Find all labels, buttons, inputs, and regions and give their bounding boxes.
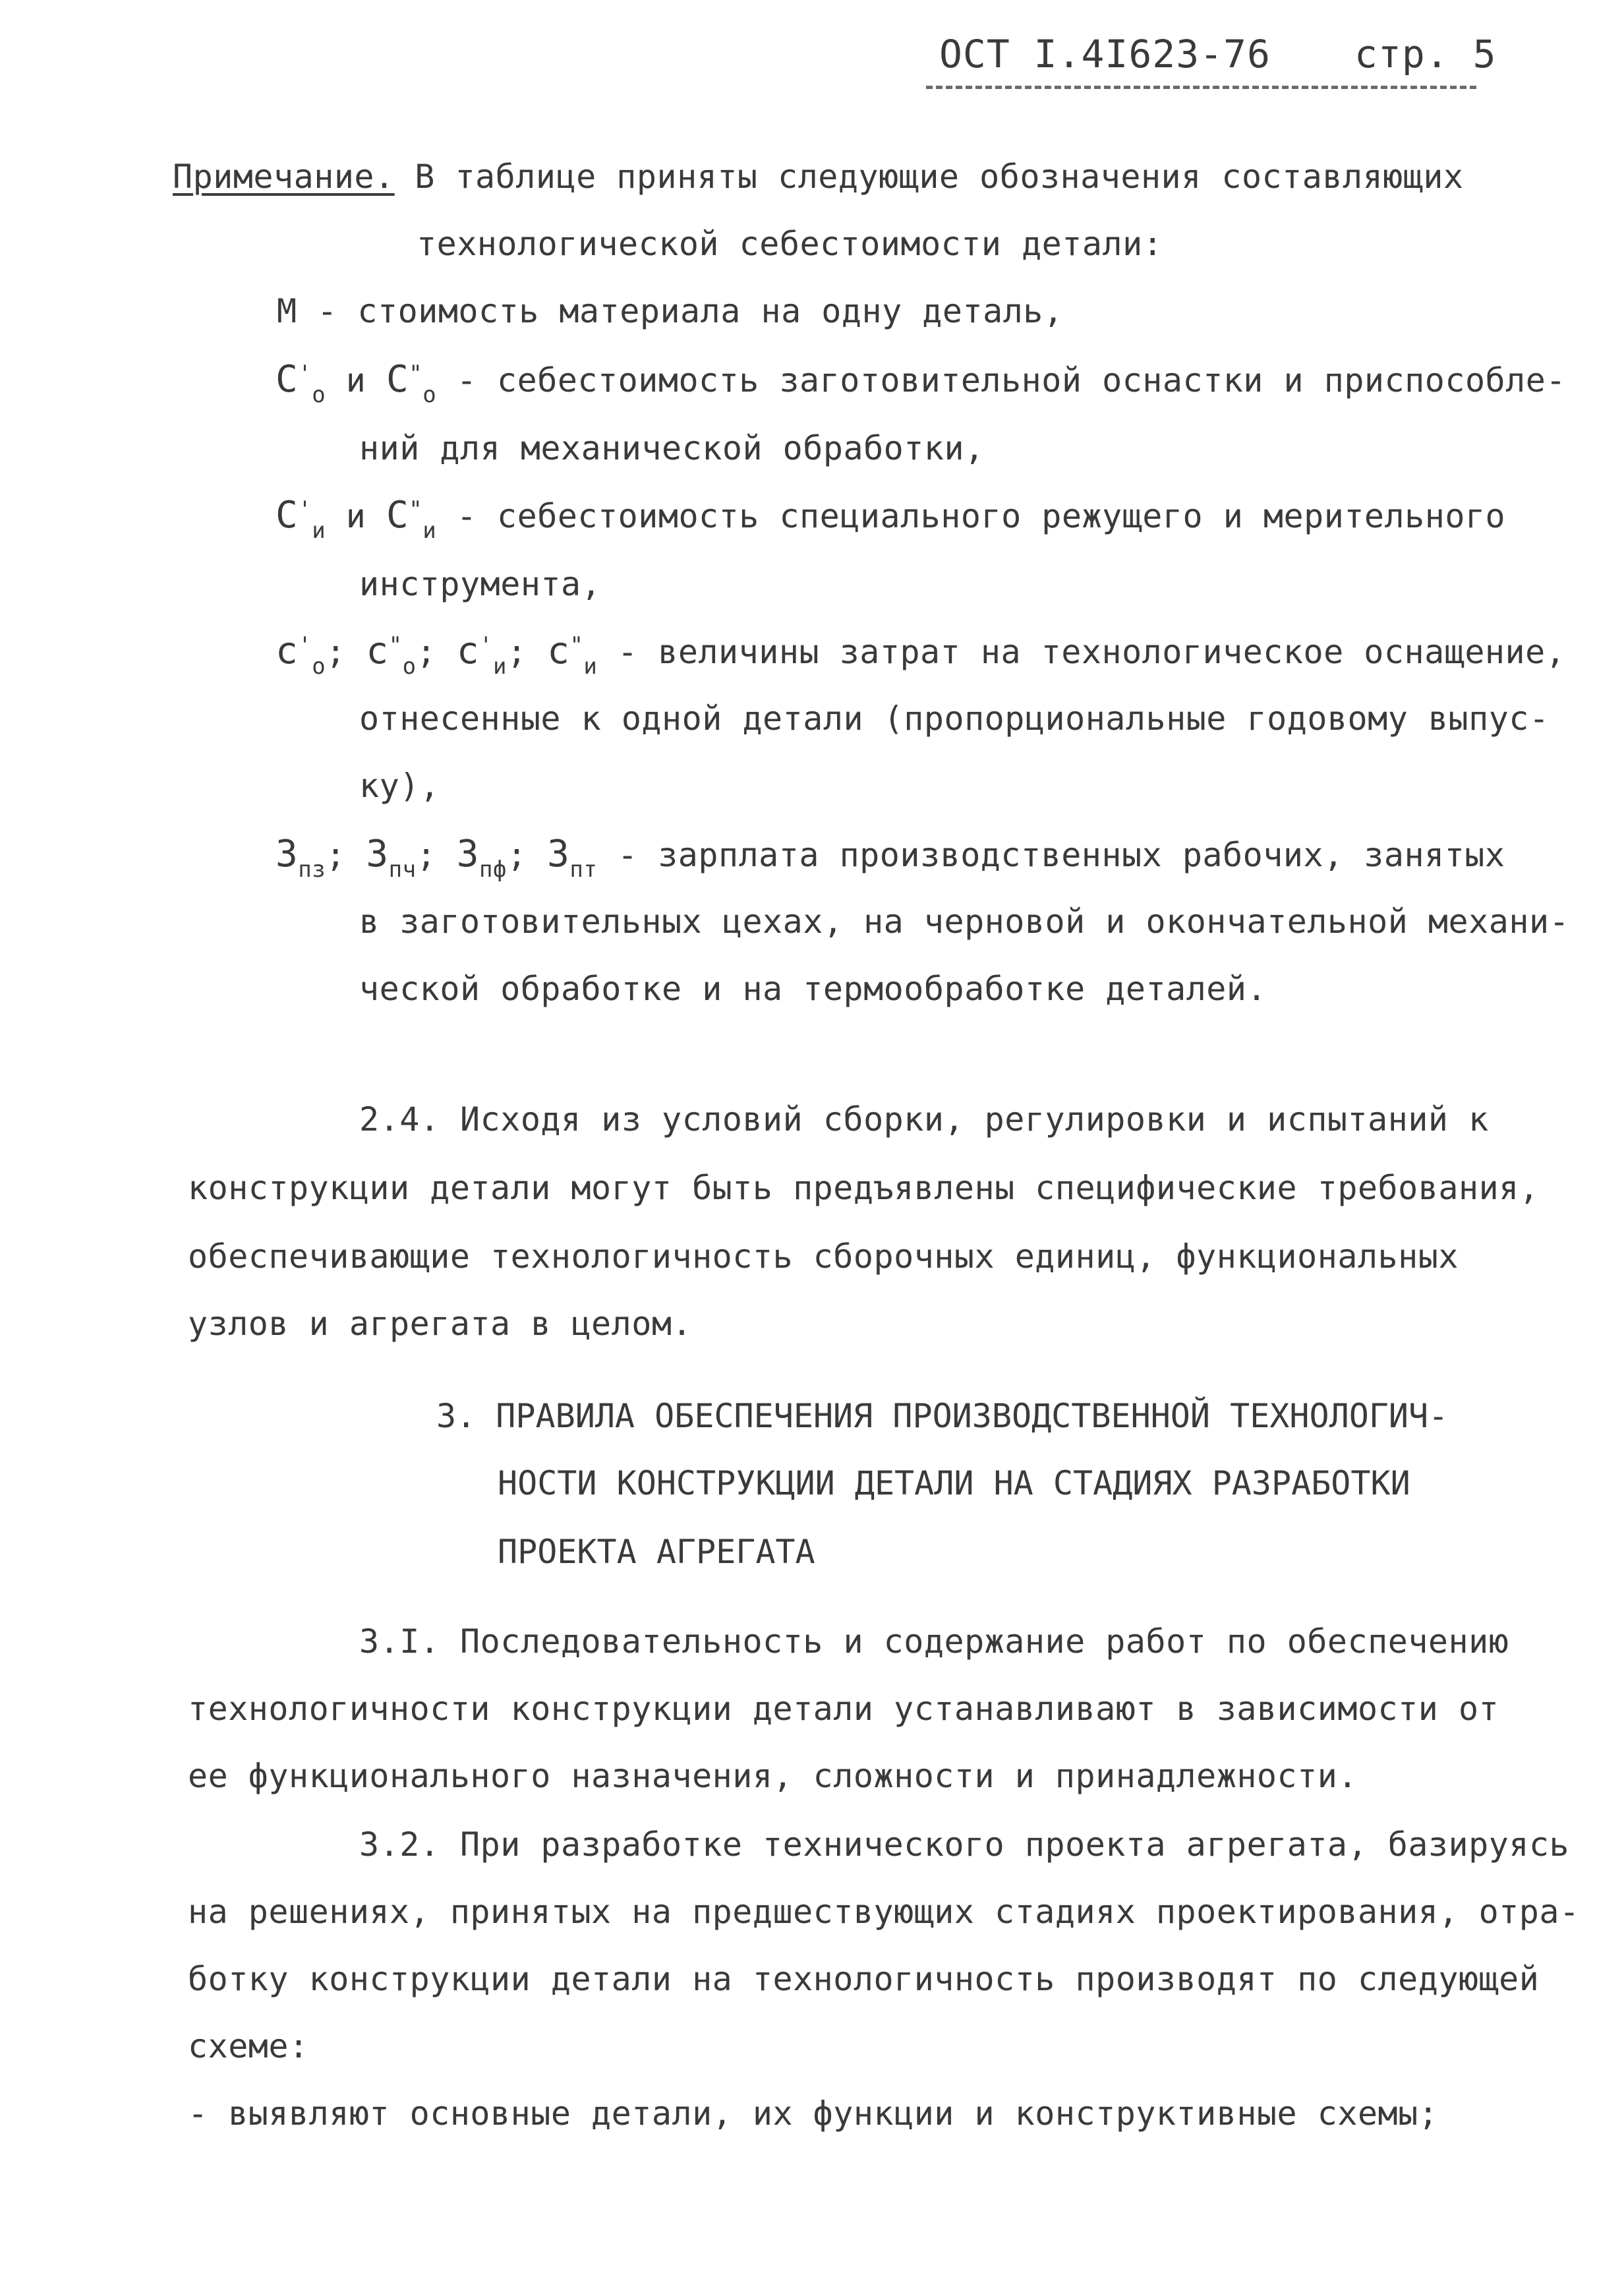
document-number: ОСТ I.4I623-76: [939, 32, 1271, 76]
p32-line1: 3.2. При разработке технического проекта агрегата, базируясь: [359, 1825, 1570, 1864]
p32-line4: схеме:: [188, 2027, 309, 2065]
p24-line2: конструкции детали могут быть предъявлены специфические требования,: [188, 1169, 1540, 1207]
note-z-line2: в заготовительных цехах, на черновой и окончательной механи-: [359, 902, 1570, 941]
note-intro: [173, 157, 1464, 196]
p32-line5: - выявляют основные детали, их функции и конструктивные схемы;: [188, 2094, 1439, 2133]
note-intro-line2: технологической себестоимости детали:: [417, 225, 1163, 263]
section3-heading-line3: ПРОЕКТА АГРЕГАТА: [498, 1533, 815, 1571]
p31-line2: технологичности конструкции детали устанавливают в зависимости от: [188, 1690, 1499, 1728]
p32-line3: ботку конструкции детали на технологичность производят по следующей: [188, 1960, 1540, 1998]
p32-line2: на решениях, принятых на предшествующих стадиях проектирования, отра-: [188, 1893, 1580, 1931]
p31-line1: 3.I. Последовательность и содержание работ по обеспечению: [359, 1622, 1509, 1661]
p24-line4: узлов и агрегата в целом.: [188, 1305, 693, 1343]
note-z-line3: ческой обработке и на термообработке деталей.: [359, 970, 1267, 1008]
p31-line3: ее функционального назначения, сложности и принадлежности.: [188, 1757, 1358, 1795]
note-c-line2: отнесенные к одной детали (пропорциональные годовому выпус-: [359, 699, 1550, 738]
note-z-line: $З_{пз}$; $З_{пч}$; $З_{пф}$; $З_{пт}$ - зарплата производственных рабочих, занятых: [276, 833, 1505, 883]
section3-heading-line1: 3. ПРАВИЛА ОБЕСПЕЧЕНИЯ ПРОИЗВОДСТВЕННОЙ ТЕХНОЛОГИЧ-: [436, 1397, 1449, 1435]
note-intro-text: В таблице приняты следующие обозначения составляющих: [415, 158, 1464, 196]
p24-line1: 2.4. Исходя из условий сборки, регулировки и испытаний к: [359, 1100, 1489, 1138]
note-co-line2: ний для механической обработки,: [359, 429, 985, 467]
section3-heading-line2: НОСТИ КОНСТРУКЦИИ ДЕТАЛИ НА СТАДИЯХ РАЗРАБОТКИ: [498, 1464, 1410, 1502]
note-ci-line: $С'_и$ и $С^"_и$ - себестоимость специального режущего и мерительного: [276, 494, 1506, 544]
page-number: стр. 5: [1354, 32, 1497, 76]
note-ci-line2: инструмента,: [359, 565, 602, 603]
note-c-line: $с'_о$; $с^"_о$; $с'_и$; $с^"_и$ - величины затрат на технологическое оснащение,: [276, 630, 1566, 680]
note-co-line: $С'_о$ и $С^"_о$ - себестоимость заготовительной оснастки и приспособле-: [276, 358, 1566, 408]
note-m-line: М - стоимость материала на одну деталь,: [277, 292, 1064, 330]
note-label: Примечание.: [173, 158, 395, 196]
p24-line3: обеспечивающие технологичность сборочных единиц, функциональных: [188, 1237, 1459, 1276]
header-rule: [926, 86, 1476, 89]
note-c-line3: ку),: [359, 767, 440, 805]
